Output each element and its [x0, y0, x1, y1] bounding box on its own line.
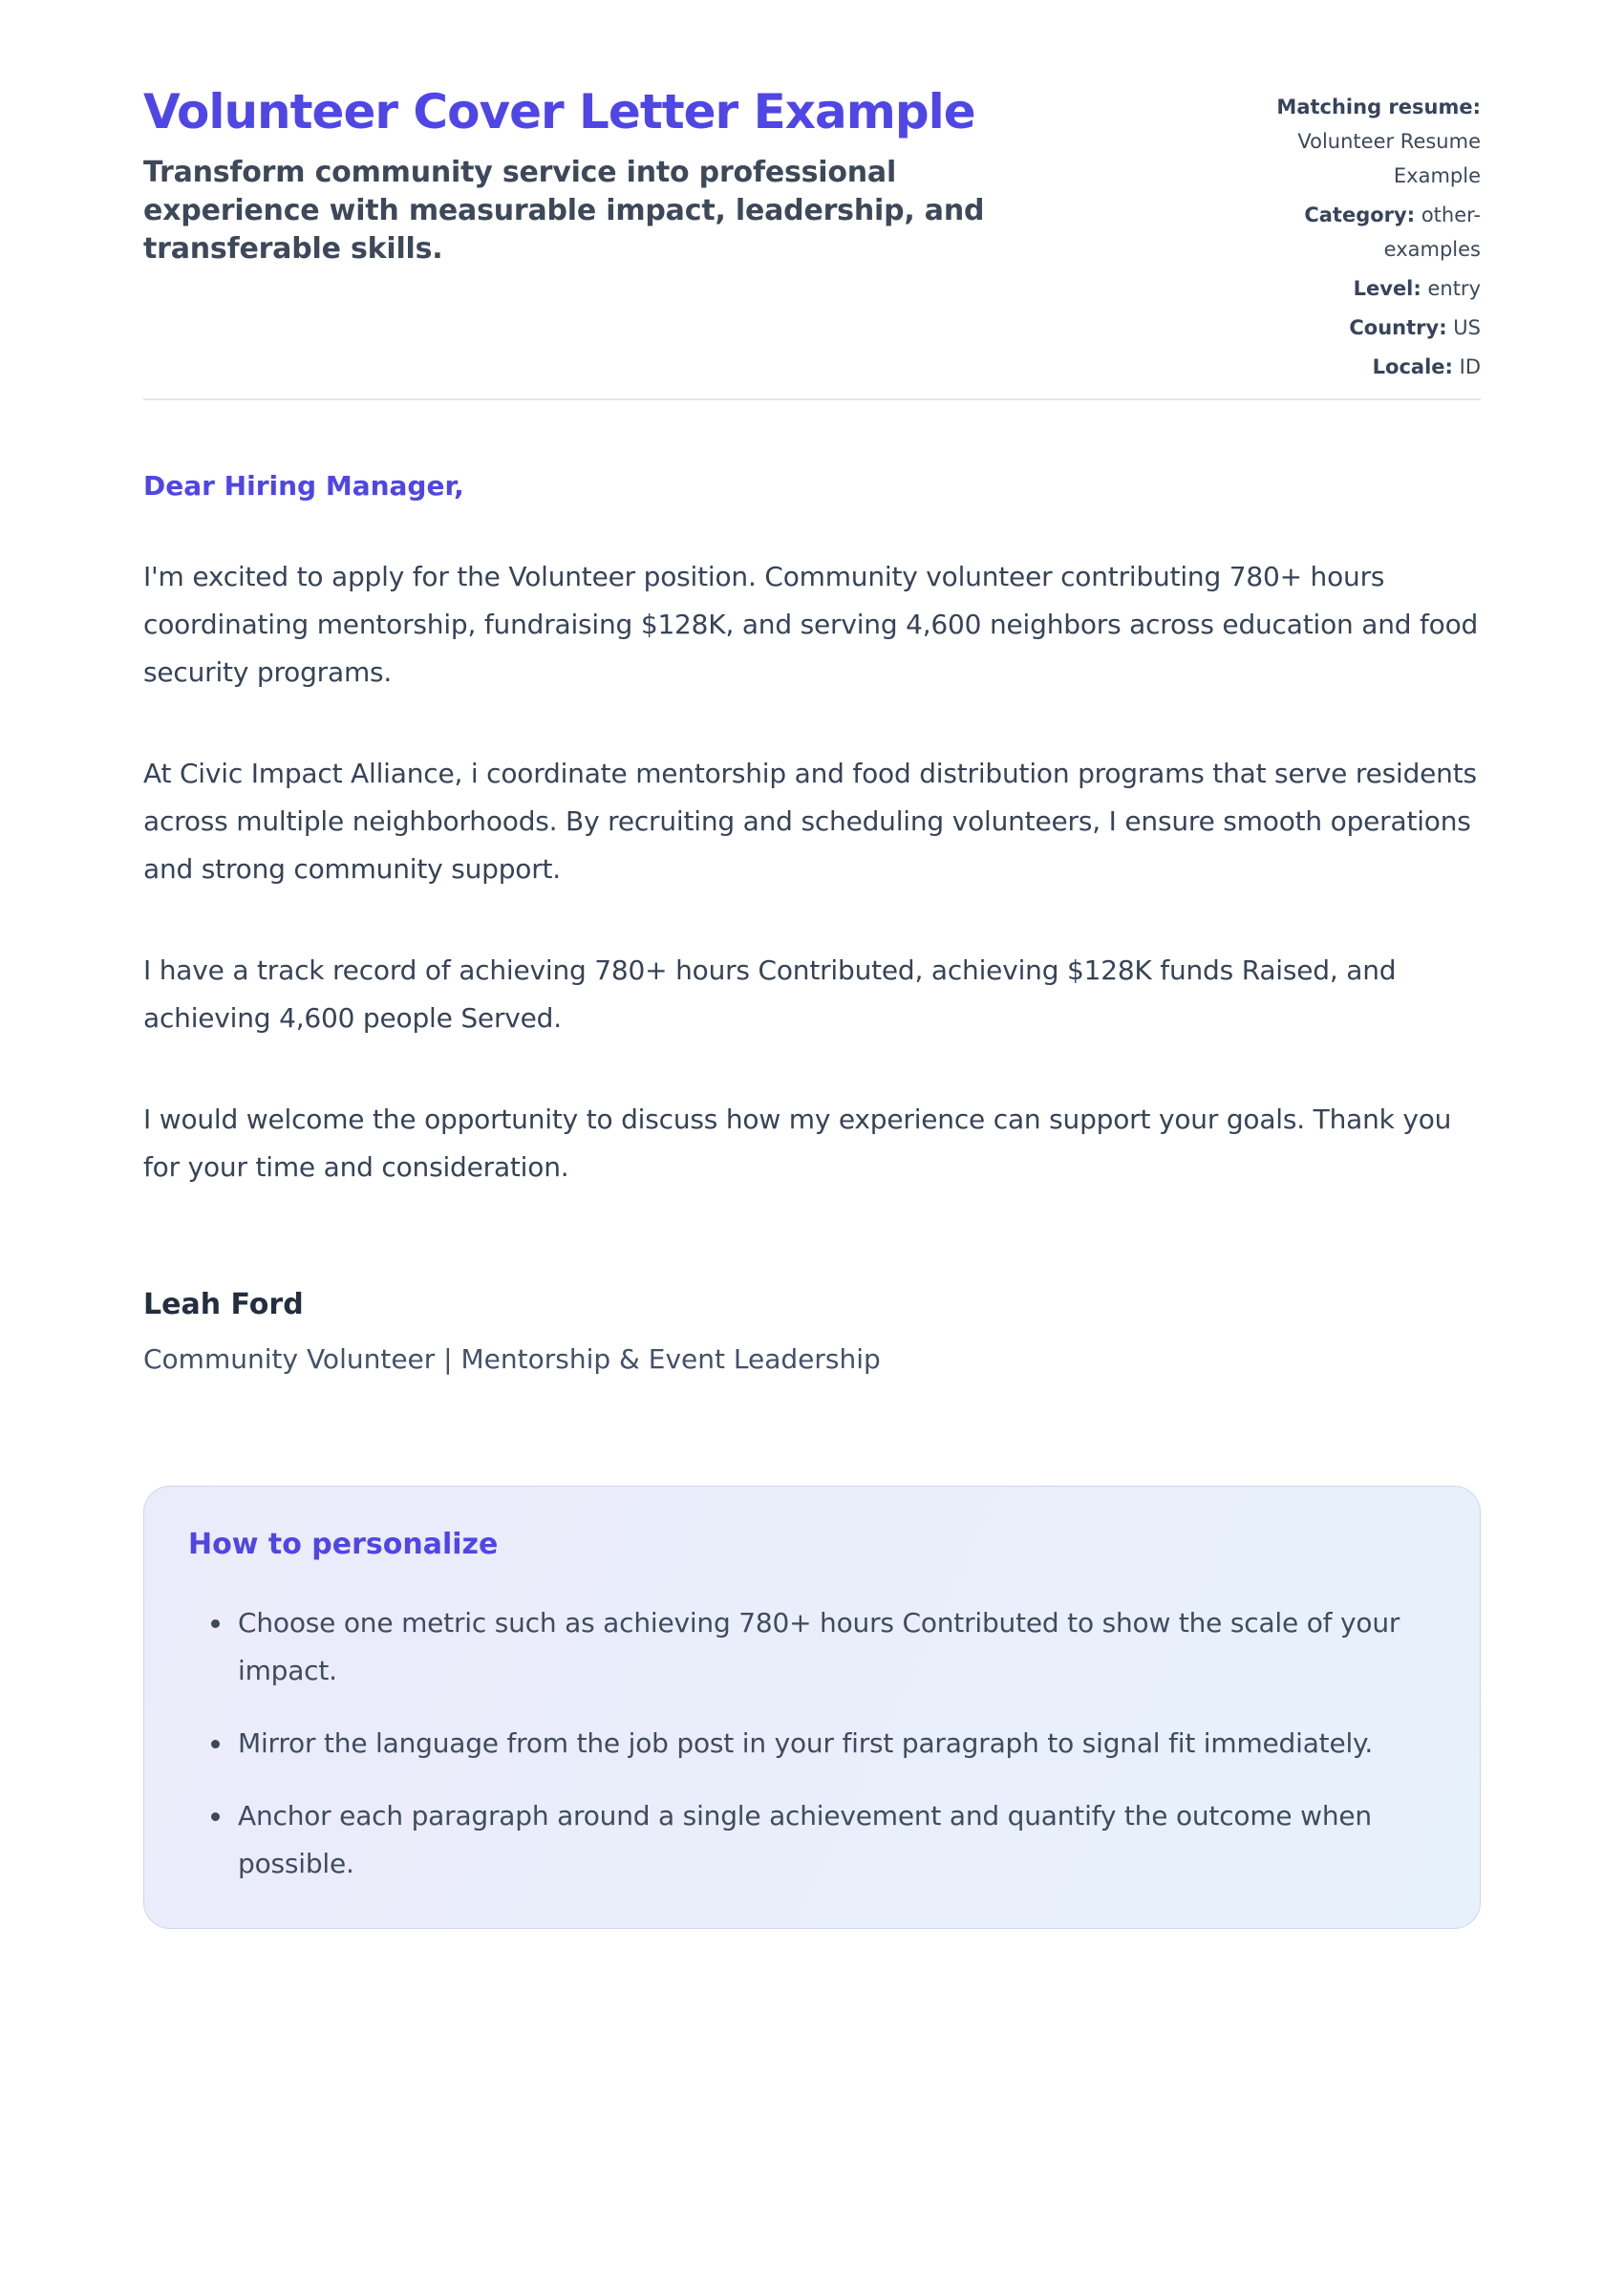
page-title: Volunteer Cover Letter Example [143, 84, 975, 139]
personalize-list [188, 1599, 1436, 1888]
meta-matching-resume-label: Matching resume: [1276, 96, 1481, 118]
meta-level-value: entry [1427, 277, 1481, 300]
header [143, 0, 1481, 389]
greeting: Dear Hiring Manager, [143, 470, 464, 502]
letter-body [143, 467, 1481, 1379]
meta-matching-resume-value: Volunteer Resume Example [1297, 130, 1481, 187]
meta-country-label: Country: [1349, 316, 1447, 339]
meta-category-value: other-examples [1383, 204, 1481, 261]
personalize-tip-3: Anchor each paragraph around a single achievement and quantify the outcome when possible. [188, 1792, 1430, 1888]
meta-level [1208, 271, 1481, 306]
letter-paragraph-4: I would welcome the opportunity to discuss how my experience can support your goals. Thank you for your time and consideration. [143, 1104, 1452, 1183]
meta-locale [1208, 350, 1481, 384]
meta-locale-label: Locale: [1372, 355, 1453, 378]
meta-matching-resume [1208, 90, 1481, 193]
page-subtitle: Transform community service into professional experience with measurable impact, leadership, and transferable skills. [143, 156, 985, 266]
letter-paragraph-2: At Civic Impact Alliance, i coordinate mentorship and food distribution programs that serve residents across multiple neighborhoods. By recruiting and scheduling volunteers, I ensure smooth operations and strong community support. [143, 758, 1477, 885]
personalize-tip-1: Choose one metric such as achieving 780+ hours Contributed to show the scale of your impact. [188, 1599, 1430, 1695]
meta-category-label: Category: [1304, 204, 1416, 226]
meta-locale-value: ID [1459, 355, 1481, 378]
meta-country [1208, 311, 1481, 345]
personalize-tip-2: Mirror the language from the job post in your first paragraph to signal fit immediately. [188, 1720, 1430, 1768]
meta-level-label: Level: [1353, 277, 1421, 300]
signature-role: Community Volunteer | Mentorship & Event Leadership [143, 1343, 881, 1375]
header-title-block [143, 86, 1060, 268]
signature-name: Leah Ford [143, 1288, 304, 1321]
letter-paragraph-1: I'm excited to apply for the Volunteer position. Community volunteer contributing 780+ hours coordinating mentorship, fundraising $128K, and serving 4,600 neighbors across education and food security programs. [143, 561, 1479, 688]
letter-paragraph-3: I have a track record of achieving 780+ hours Contributed, achieving $128K funds Raised, and achieving 4,600 people Served. [143, 954, 1397, 1034]
personalize-box [143, 1486, 1481, 1929]
meta-country-value: US [1453, 316, 1481, 339]
meta-category [1208, 198, 1481, 267]
personalize-heading: How to personalize [188, 1528, 499, 1561]
meta-panel [1208, 90, 1481, 389]
divider [143, 398, 1481, 400]
